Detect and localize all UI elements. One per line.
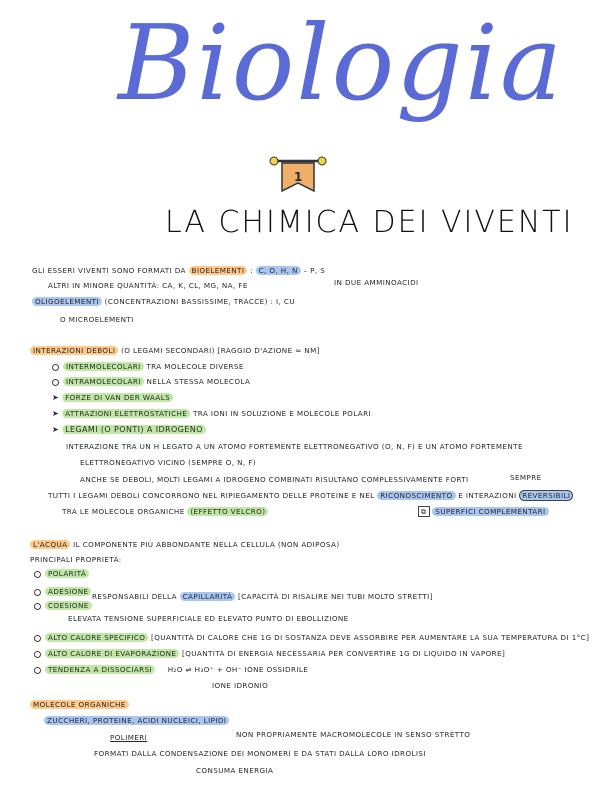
p6b: H₂O ⇌ H₃O⁺ + OH⁻ IONE OSSIDRILE: [167, 665, 309, 674]
p23-note: [92, 592, 433, 601]
int-9b: RICONOSCIMENTO: [377, 491, 455, 500]
arrow-bullet-icon: ➤: [52, 409, 60, 418]
int-10a: TRA LE MOLECOLE ORGANICHE: [62, 507, 185, 516]
p5b: [QUANTITÀ DI ENERGIA NECESSARIA PER CONVERTIRE 1G DI LIQUIDO IN VAPORE]: [182, 649, 506, 658]
acqua-2: PRINCIPALI PROPRIETÀ:: [30, 555, 122, 564]
p5a: ALTO CALORE DI EVAPORAZIONE: [45, 649, 179, 658]
arrow-bullet-icon: ➤: [52, 393, 60, 402]
p4-item: [34, 633, 589, 642]
interazioni-rest: (O LEGAMI SECONDARI) [RAGGIO D'AZIONE ≈ NM]: [121, 346, 320, 355]
bullet-icon: [34, 571, 41, 578]
int-9c: E INTERAZIONI: [458, 491, 517, 500]
line-2: ALTRI IN MINORE QUANTITÀ: CA, K, CL, MG, NA, FE: [48, 281, 248, 290]
org-3: FORMATI DALLA CONDENSAZIONE DEI MONOMERI E DA STATI DALLA LORO IDROLISI: [94, 749, 426, 758]
bullet-icon: [34, 651, 41, 658]
subtitle: LA CHIMICA DEI VIVENTI: [165, 205, 574, 240]
int-9a: TUTTI I LEGAMI DEBOLI CONCORRONO NEL RIPIEGAMENTO DELLE PROTEINE E NEL: [48, 491, 375, 500]
org-2: [110, 733, 147, 742]
org-1: [44, 716, 229, 725]
p23-note-text: RESPONSABILI DELLA: [92, 592, 177, 601]
int-1b: TRA MOLECOLE DIVERSE: [146, 362, 244, 371]
int-item-4: [52, 409, 371, 418]
line-1: [32, 266, 325, 275]
int-10c: SUPERFICI COMPLEMENTARI: [432, 507, 548, 516]
int-item-3: [52, 393, 173, 402]
p1-item: [34, 569, 89, 578]
int-item-5: [52, 425, 206, 434]
l1-colon: :: [250, 266, 253, 275]
l1-note: IN DUE AMMINOACIDI: [334, 278, 419, 287]
bullet-icon: [52, 379, 59, 386]
arrow-bullet-icon: ➤: [52, 425, 60, 434]
p3-item: [34, 601, 92, 610]
page-title: Biologia: [118, 2, 565, 124]
l1-elements: C, O, H, N: [256, 266, 301, 275]
p6c: IONE IDRONIO: [212, 681, 269, 690]
int-5: LEGAMI (O PONTI) A IDROGENO: [62, 425, 206, 434]
int-6: INTERAZIONE TRA UN H LEGATO A UN ATOMO FORTEMENTE ELETTRONEGATIVO (O, N, F) E UN ATOMO FORTEMENTE: [66, 442, 523, 451]
oligoelementi-highlight: OLIGOELEMENTI: [32, 297, 102, 306]
int-8: ANCHE SE DEBOLI, MOLTI LEGAMI A IDROGENO COMBINATI RISULTANO COMPLESSIVAMENTE FORTI: [80, 475, 469, 484]
p4a: ALTO CALORE SPECIFICO: [45, 633, 148, 642]
interazioni-highlight: INTERAZIONI DEBOLI: [30, 346, 118, 355]
p6a: TENDENZA A DISSOCIARSI: [45, 665, 155, 674]
l1-rest: – P, S: [303, 266, 326, 275]
polimeri: POLIMERI: [110, 733, 148, 742]
bioelementi-highlight: BIOELEMENTI: [189, 266, 248, 275]
bullet-icon: [34, 635, 41, 642]
acqua-heading: [30, 540, 340, 549]
org-title: [30, 700, 129, 709]
l1-prefix: GLI ESSERI VIVENTI SONO FORMATI DA: [32, 266, 186, 275]
bullet-icon: [52, 364, 59, 371]
p1: POLARITÀ: [45, 569, 89, 578]
int-1a: INTERMOLECOLARI: [63, 362, 144, 371]
int-10: [62, 507, 268, 516]
acqua-highlight: L'ACQUA: [30, 540, 70, 549]
int-3: FORZE DI VAN DER WAALS: [62, 393, 173, 402]
acqua-b: IL COMPONENTE PIÙ ABBONDANTE NELLA CELLULA (NON ADIPOSA): [73, 540, 340, 549]
bullet-icon: [34, 603, 41, 610]
org-title-highlight: MOLECOLE ORGANICHE: [30, 700, 129, 709]
int-4a: ATTRAZIONI ELETTROSTATICHE: [62, 409, 190, 418]
org-4: CONSUMA ENERGIA: [196, 766, 274, 775]
interazioni-heading: [30, 346, 320, 355]
l3-rest: (CONCENTRAZIONI BASSISSIME, TRACCE) : I, CU: [104, 297, 295, 306]
int-2b: NELLA STESSA MOLECOLA: [146, 377, 251, 386]
p2-item: [34, 587, 91, 596]
org-1b: NON PROPRIAMENTE MACROMOLECOLE IN SENSO STRETTO: [236, 730, 471, 739]
p4b: [QUANTITÀ DI CALORE CHE 1G DI SOSTANZA DEVE ASSORBIRE PER AUMENTARE LA SUA TEMPERATURA DI 1°C]: [151, 633, 590, 642]
int-10c-wrap: [418, 507, 549, 517]
int-7: ELETTRONEGATIVO VICINO (SEMPRE O, N, F): [80, 458, 256, 467]
org-1-highlight: ZUCCHERI, PROTEINE, ACIDI NUCLEICI, LIPIDI: [44, 716, 229, 725]
badge-number: 1: [294, 170, 303, 184]
int-9d: REVERSIBILI: [519, 490, 573, 501]
p5-item: [34, 649, 505, 658]
line-3: [32, 297, 295, 306]
p6-item: [34, 665, 308, 674]
p3: COESIONE: [45, 601, 92, 610]
int-10b: (EFFETTO VELCRO): [187, 507, 268, 516]
line-4: O MICROELEMENTI: [60, 315, 134, 324]
int-sempre: SEMPRE: [510, 473, 542, 482]
int-9: [48, 491, 573, 500]
puzzle-icon: ⧉: [418, 506, 430, 517]
p2: ADESIONE: [45, 587, 91, 596]
int-item-2: [52, 377, 250, 386]
p3-note: ELEVATA TENSIONE SUPERFICIALE ED ELEVATO PUNTO DI EBOLLIZIONE: [68, 614, 349, 623]
capillarita-highlight: CAPILLARITÀ: [180, 592, 236, 601]
p23-bracket: [CAPACITÀ DI RISALIRE NEI TUBI MOLTO STRETTI]: [238, 592, 433, 601]
int-4b: TRA IONI IN SOLUZIONE E MOLECOLE POLARI: [192, 409, 372, 418]
int-item-1: [52, 362, 244, 371]
int-2a: INTRAMOLECOLARI: [63, 377, 144, 386]
bullet-icon: [34, 667, 41, 674]
bullet-icon: [34, 589, 41, 596]
